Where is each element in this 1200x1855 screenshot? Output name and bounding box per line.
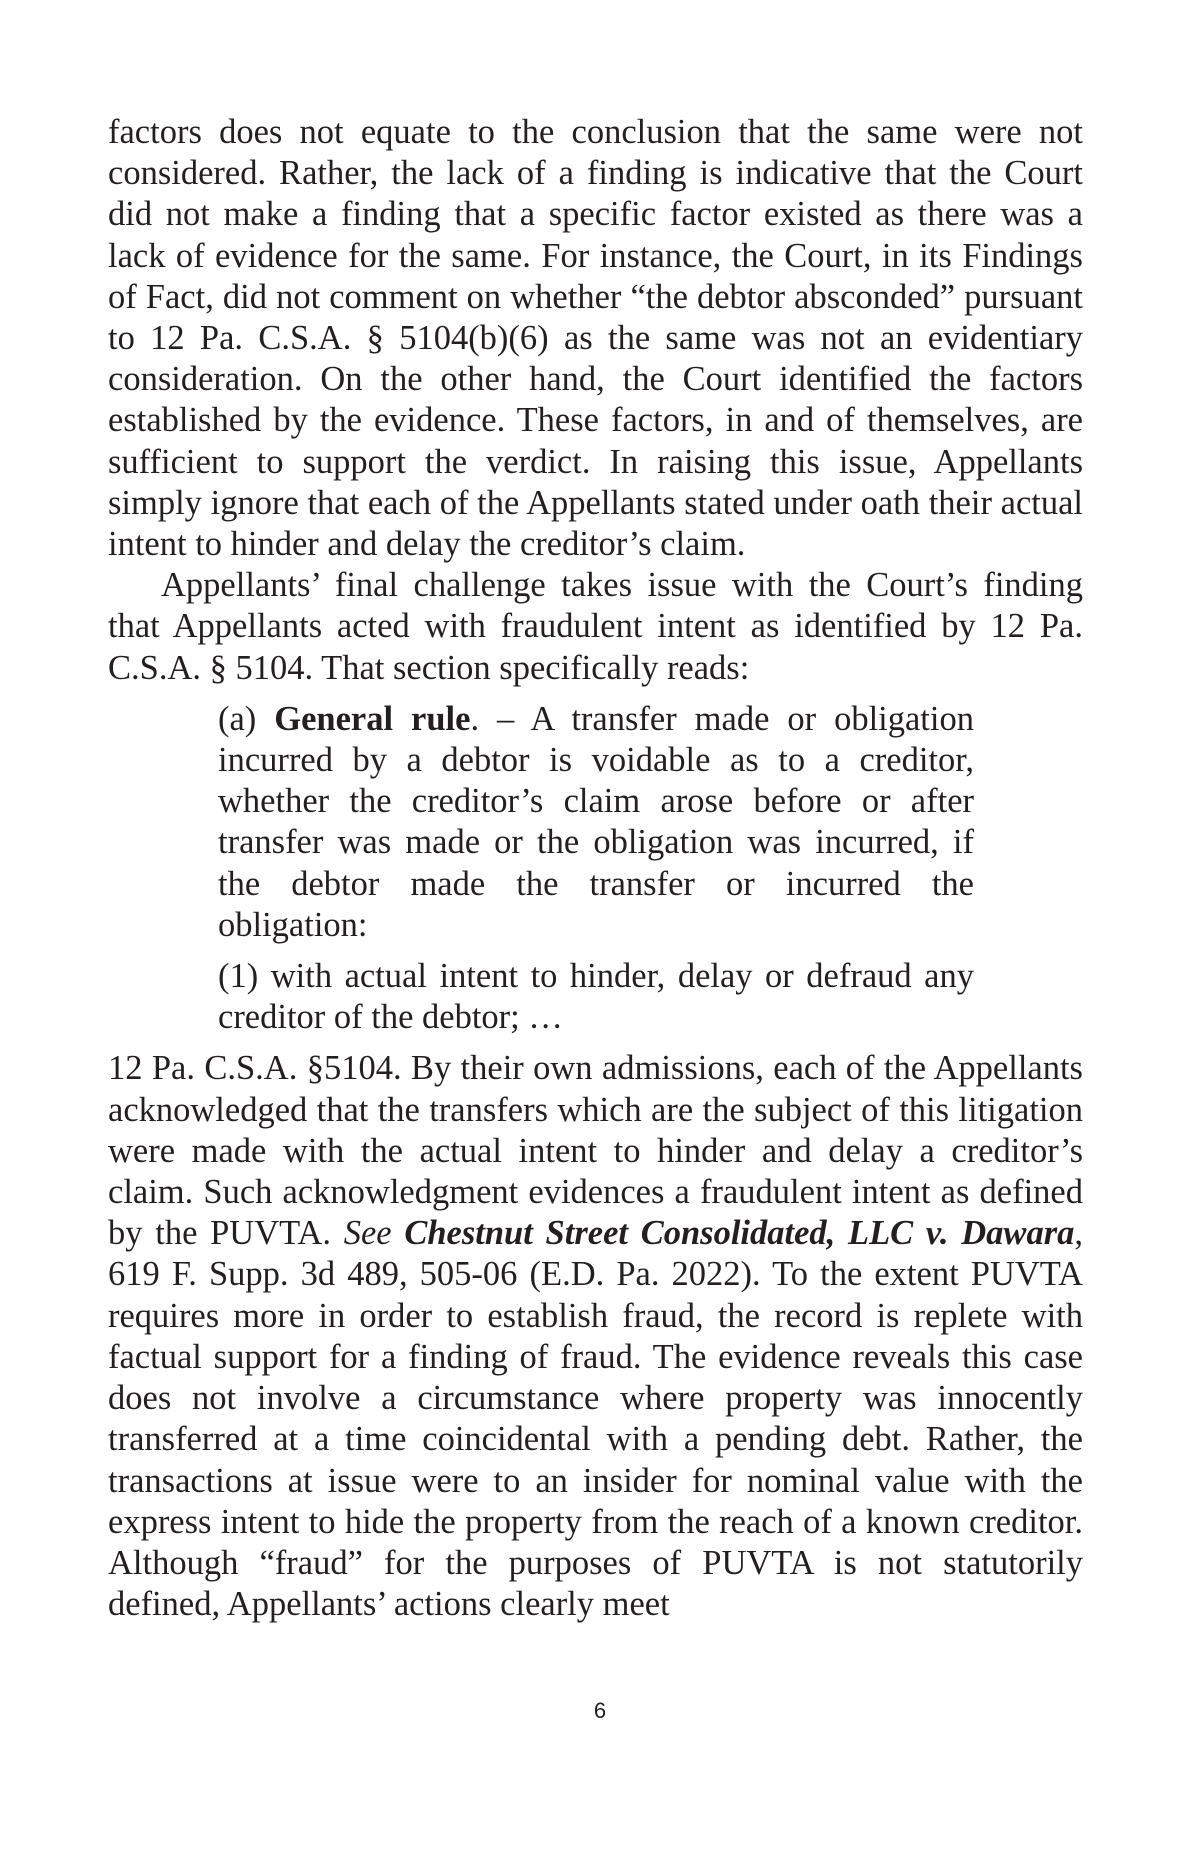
quote-subsection-a-prefix: (a)	[218, 699, 275, 738]
quote-subsection-a-text: . – A transfer made or obligation incurred by a debtor is voidable as to a creditor, whether the creditor’s claim arose before or after transfer was made or the obligation was incurred, if the debtor made the transfer or incurred the obligation:	[218, 699, 974, 944]
paragraph-admissions	[108, 1048, 1083, 1625]
page-number: 6	[593, 1698, 607, 1723]
paragraph-admissions-part2: , 619 F. Supp. 3d 489, 505-06 (E.D. Pa. 2022). To the extent PUVTA requires more in order to establish fraud, the record is replete with factual support for a finding of fraud. The evidence reveals this case does not involve a circumstance where property was innocently transferred at a time coincidental with a pending debt. Rather, the transactions at issue were to an insider for nominal value with the express intent to hide the property from the reach of a known creditor. Although “fraud” for the purposes of PUVTA is not statutorily defined, Appellants’ actions clearly meet	[108, 1214, 1083, 1624]
paragraph-admissions-part1: 12 Pa. C.S.A. §5104. By their own admissions, each of the Appellants acknowledged that the transfers which are the subject of this litigation were made with the actual intent to hinder and delay a creditor’s claim. Such acknowledgment evidences a fraudulent intent as defined by the PUVTA.	[108, 1049, 1083, 1253]
paragraph-factors: factors does not equate to the conclusion that the same were not considered. Rather, the lack of a finding is indicative that the Court did not make a finding that a specific factor existed as there was a lack of evidence for the same. For instance, the Court, in its Findings of Fact, did not comment on whether “the debtor absconded” pursuant to 12 Pa. C.S.A. § 5104(b)(6) as the same was not an evidentiary consideration. On the other hand, the Court identified the factors established by the evidence. These factors, in and of themselves, are sufficient to support the verdict. In raising this issue, Appellants simply ignore that each of the Appellants stated under oath their actual intent to hinder and delay the creditor’s claim.	[108, 113, 1083, 564]
quote-subsection-a-heading: General rule	[274, 699, 471, 738]
paragraph-final-challenge: Appellants’ final challenge takes issue with the Court’s finding that Appellants acted with fraudulent intent as identified by 12 Pa. C.S.A. § 5104. That section specifically reads:	[108, 566, 1083, 687]
citation-signal: See	[343, 1214, 392, 1253]
quote-subsection-a	[218, 699, 974, 946]
document-page	[108, 112, 1083, 1625]
case-name: Chestnut Street Consolidated, LLC v. Dawara	[404, 1214, 1075, 1253]
quote-item-1: (1) with actual intent to hinder, delay or defraud any creditor of the debtor; …	[218, 957, 974, 1037]
statute-block-quote	[218, 699, 974, 1039]
